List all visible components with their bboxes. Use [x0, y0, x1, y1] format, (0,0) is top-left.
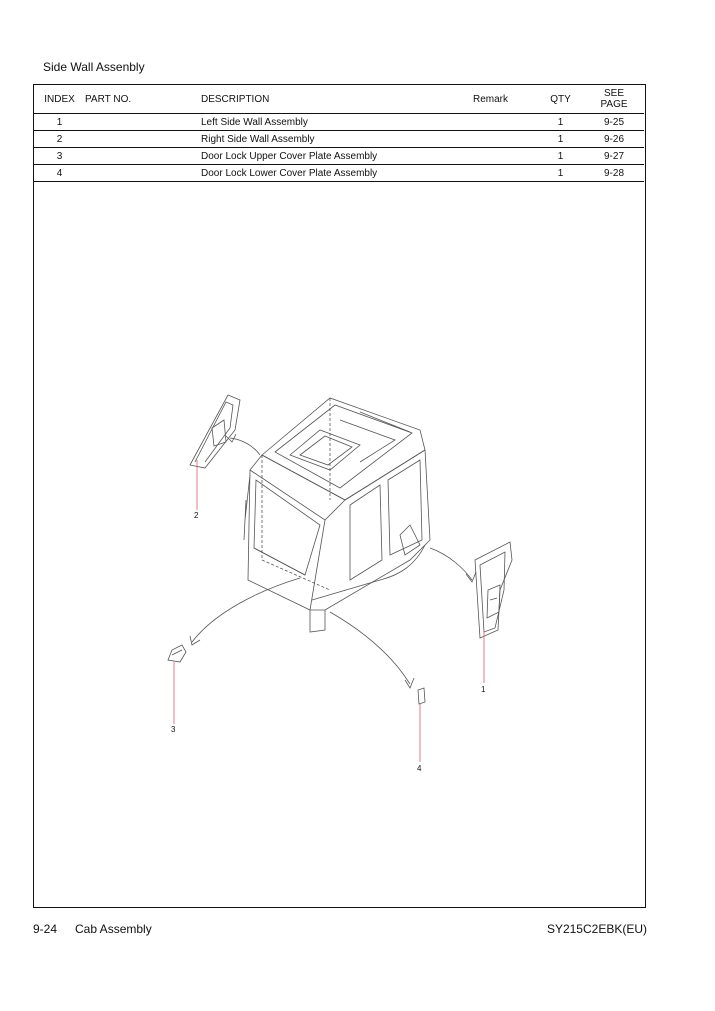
part-2-right-side-wall [190, 395, 260, 468]
part-1-left-side-wall [430, 542, 512, 638]
leader-lines [174, 460, 484, 762]
row-qty: 1 [537, 114, 584, 131]
header-qty: QTY [537, 85, 584, 114]
header-remark: Remark [473, 85, 537, 114]
cab-body [244, 398, 430, 632]
footer-section: Cab Assembly [75, 922, 152, 936]
row-see-page: 9-28 [584, 165, 644, 182]
row-description: Door Lock Lower Cover Plate Assembly [201, 165, 473, 182]
row-see-page: 9-27 [584, 148, 644, 165]
row-qty: 1 [537, 131, 584, 148]
header-page-line: PAGE [600, 99, 628, 110]
row-index: 2 [34, 131, 85, 148]
callout-1: 1 [481, 685, 486, 694]
row-qty: 1 [537, 165, 584, 182]
row-description: Left Side Wall Assembly [201, 114, 473, 131]
header-see-line: SEE [603, 88, 624, 99]
part-3-door-lock-upper-cover [168, 578, 300, 662]
row-description: Right Side Wall Assembly [201, 131, 473, 148]
header-description: DESCRIPTION [201, 85, 473, 114]
header-index: INDEX [34, 85, 85, 114]
page-title: Side Wall Assenbly [43, 60, 145, 74]
row-see-page: 9-25 [584, 114, 644, 131]
part-4-door-lock-lower-cover [330, 612, 425, 704]
row-index: 1 [34, 114, 85, 131]
callout-4: 4 [417, 764, 422, 773]
header-part-no: PART NO. [85, 85, 201, 114]
row-see-page: 9-26 [584, 131, 644, 148]
row-index: 4 [34, 165, 85, 182]
footer-model: SY215C2EBK(EU) [546, 922, 647, 936]
row-index: 3 [34, 148, 85, 165]
callout-2: 2 [194, 511, 199, 520]
row-description: Door Lock Upper Cover Plate Assembly [201, 148, 473, 165]
row-qty: 1 [537, 148, 584, 165]
footer-page-number: 9-24 [33, 922, 58, 936]
callout-3: 3 [171, 725, 176, 734]
